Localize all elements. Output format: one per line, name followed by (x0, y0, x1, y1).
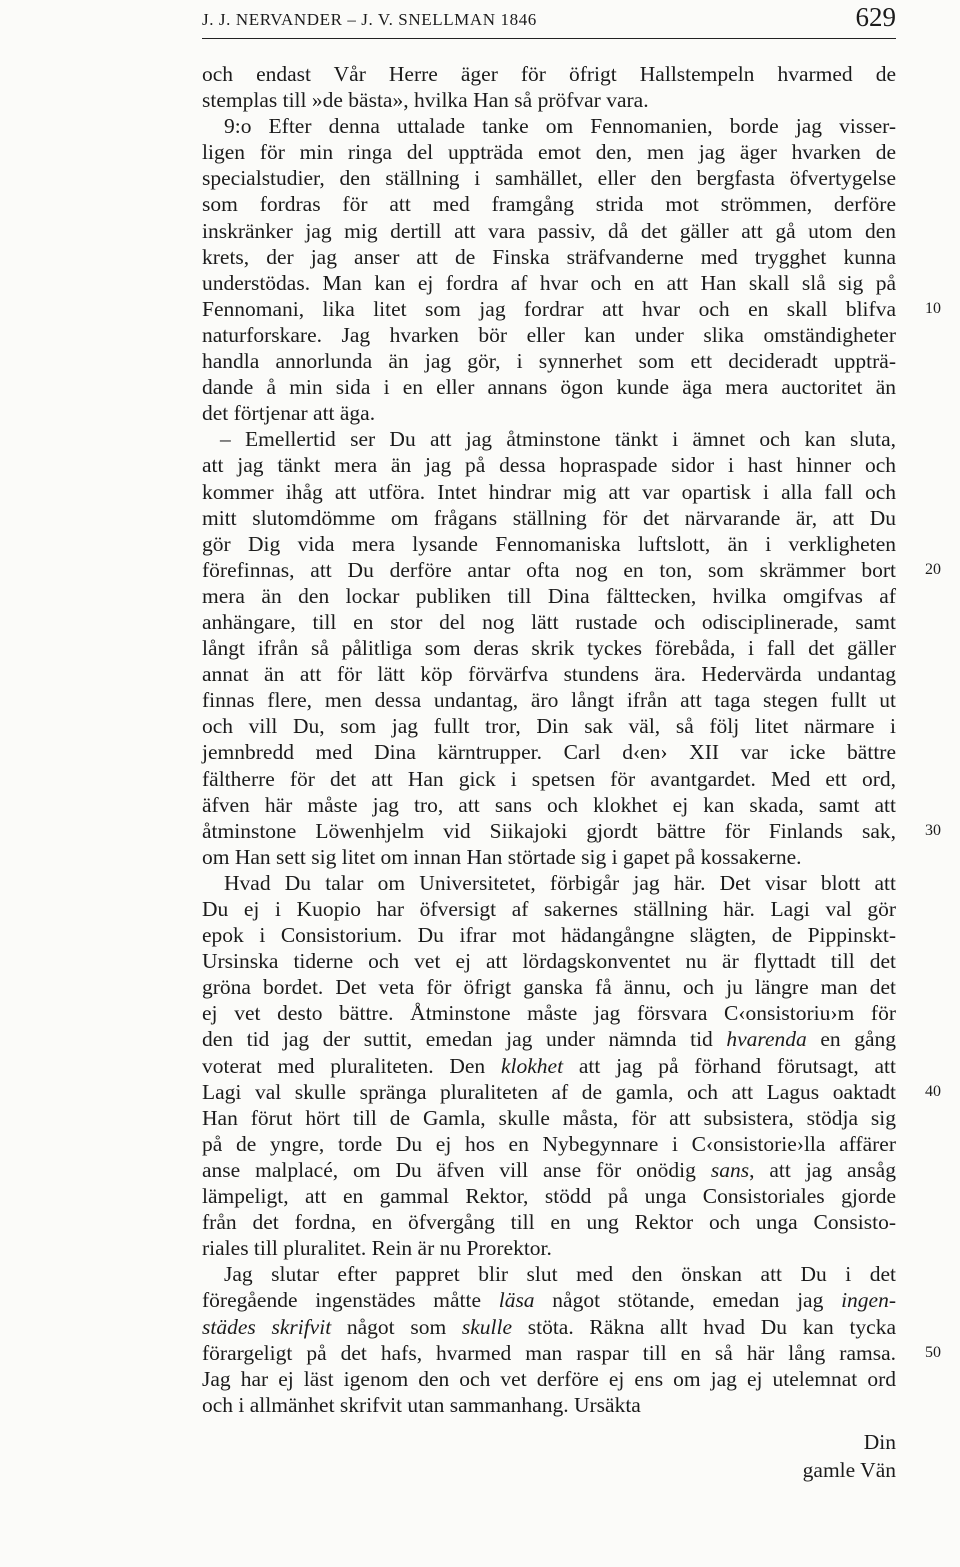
italic-word: klokhet (500, 1053, 564, 1078)
text-line: riales till pluralitet. Rein är nu Prorektor. (202, 1236, 552, 1261)
text-line: ej vet desto bättre. Åtminstone måste jag försvara C‹onsistoriu›m för (202, 1001, 896, 1026)
text-line: som fordras för att med framgång strida mot strömmen, derföre (202, 192, 896, 217)
text-line: fältherre för det att Han gick i spetsen för avantgardet. Med ett ord, (202, 766, 896, 791)
letter-closing (202, 1428, 896, 1484)
text-line: understödas. Man kan ej fordra af hvar och en att Han skall slå sig på (202, 270, 896, 295)
italic-word: städes skrifvit (202, 1314, 332, 1339)
text-line: Fennomani, lika litet som jag fordrar att hvar och en skall blifva (202, 296, 896, 321)
running-head: J. J. NERVANDER – J. V. SNELLMAN 1846 (202, 10, 537, 29)
text-line: Han förut hört till de Gamla, skulle måsta, för att subsistera, stödja sig (202, 1105, 896, 1130)
line-number: 40 (925, 1083, 941, 1100)
line-number: 20 (925, 561, 941, 578)
text-line: åtminstone Löwenhjelm vid Siikajoki gjordt bättre för Finlands sak, (202, 818, 896, 843)
text-line: förefinnas, att Du derföre antar ofta nog en ton, som skrämmer bort (202, 557, 896, 582)
text-line: mera än den lockar publiken till Dina fälttecken, hvilka omgifvas af (202, 583, 896, 608)
text-line: lämpeligt, att en gammal Rektor, stödd på unga Consistoriales gjorde (202, 1184, 896, 1209)
line-number: 10 (925, 299, 941, 317)
text-line: stemplas till »de bästa», hvilka Han så pröfvar vara. (202, 88, 649, 113)
text-line: anhängare, till en stor del nog lätt rustade och odisciplinerade, samt (202, 609, 896, 634)
text-line: och endast Vår Herre äger för öfrigt Hallstempeln hvarmed de (202, 62, 896, 86)
page-header (202, 0, 896, 39)
text-line: naturforskare. Jag hvarken bör eller kan under slika omständigheter (202, 322, 896, 347)
text-line: annat än att för lätt köp förvärfva stundens ära. Hedervärda undantag (202, 662, 896, 687)
closing-line: gamle Vän (802, 1458, 896, 1482)
text-line: handla annorlunda än jag gör, i synnerhet som ett decideradt uppträ- (202, 349, 896, 374)
page-number: 629 (855, 2, 896, 32)
text-line: jemnbredd med Dina kärntrupper. Carl d‹en› XII var icke bättre (202, 740, 896, 765)
line-number: 50 (925, 1344, 941, 1361)
italic-word: hvarenda (726, 1027, 807, 1052)
text-line: Jag slutar efter pappret blir slut med den önskan att Du i det (224, 1262, 896, 1287)
text-line: det förtjenar att äga. (202, 401, 376, 426)
italic-word: sans (710, 1157, 750, 1182)
text-line: mitt slutomdömme om frågans ställning för det närvarande är, att Du (202, 505, 896, 530)
text-line: den tid jag der suttit, emedan jag under nämnda tid hvarenda en gång (202, 1027, 896, 1052)
text-line: på de yngre, torde Du ej hos en Nybegynnare i C‹onsistorie›lla affärer (202, 1131, 896, 1156)
text-line: kommer ihåg att utföra. Intet hindrar mig att var opartisk i alla fall och (202, 479, 896, 504)
text-line: städes skrifvit något som skulle stöta. Räkna allt hvad Du kan tycka (202, 1314, 896, 1339)
letter-body (202, 61, 896, 1418)
text-line: Jag har ej läst igenom den och vet derföre ej ens om jag ej utelemnat ord (202, 1366, 896, 1391)
text-line: från det fordna, en öfvergång till en ung Rektor och unga Consisto- (202, 1210, 896, 1235)
text-line: inskränker jag mig dertill att vara passiv, då det gäller att gå utom den (202, 218, 896, 243)
italic-word: ingen- (841, 1288, 896, 1313)
text-line: och i allmänhet skrifvit utan sammanhang. Ursäkta (202, 1392, 641, 1417)
text-line: specialstudier, den ställning i samhället, eller den bergfasta öfvertygelse (202, 166, 896, 191)
text-line: Lagi val skulle spränga pluraliteten af de gamla, och att Lagus oaktadt (202, 1079, 896, 1104)
text-line: – Emellertid ser Du att jag åtminstone tänkt i ämnet och kan sluta, (220, 427, 896, 452)
text-line: Hvad Du talar om Universitetet, förbigår jag här. Det visar blott att (224, 870, 896, 895)
text-line: gör Dig vida mera lysande Fennomaniska luftslott, än i verkligheten (202, 531, 896, 556)
text-line: dande å min sida i en eller annans ögon kunde äga mera auctoritet än (202, 375, 896, 400)
text-line: och vill Du, som jag fullt tror, Din sak väl, så följ litet närmare i (202, 714, 896, 739)
text-line: epok i Consistorium. Du ifrar mot hädangångne slägten, de Pippinskt- (202, 923, 896, 948)
text-line: 9:o Efter denna uttalade tanke om Fennomanien, borde jag visser- (224, 114, 896, 139)
closing-line: Din (863, 1430, 896, 1454)
text-line: föregående ingenstädes måtte läsa något stötande, emedan jag ingen- (202, 1288, 896, 1313)
italic-word: läsa (498, 1288, 535, 1313)
text-line: att jag tänkt mera än jag på dessa hopraspade sidor i hast hinner och (202, 453, 896, 478)
text-line: krets, der jag anser att de Finska sträfvanderne med trygghet kunna (202, 244, 896, 269)
text-line: voterat med pluraliteten. Den klokhet att jag på förhand förutsagt, att (202, 1053, 897, 1078)
text-line: finnas flere, men dessa undantag, äro långt ifrån att taga stegen fullt ut (202, 688, 896, 713)
text-line: om Han sett sig litet om innan Han störtade sig i gapet på kossakerne. (202, 844, 802, 869)
text-line: ligen för min ringa del uppträda emot den, men jag äger hvarken de (202, 140, 896, 165)
line-number: 30 (925, 822, 941, 839)
text-line: anse malplacé, om Du äfven vill anse för onödig sans, att jag ansåg (202, 1157, 896, 1182)
text-line: långt ifrån så pålitliga som deras skrik tyckes förebåda, i fall det gäller (202, 636, 896, 661)
text-line: gröna bordet. Det veta för öfrigt ganska få ännu, och ju längre man det (202, 975, 896, 1000)
text-line: Du ej i Kuopio har öfversigt af sakernes ställning här. Lagi val gör (202, 897, 896, 921)
italic-word: skulle (461, 1314, 513, 1339)
text-line: förargeligt på det hafs, hvarmed man raspar till en så här lång ramsa. (202, 1340, 896, 1365)
text-line: äfven här måste jag tro, att sans och klokhet ej kan skada, samt att (202, 792, 896, 817)
text-line: Ursinska tiderne och vet ej att lördagskonventet nu är flyttadt till det (202, 949, 896, 974)
